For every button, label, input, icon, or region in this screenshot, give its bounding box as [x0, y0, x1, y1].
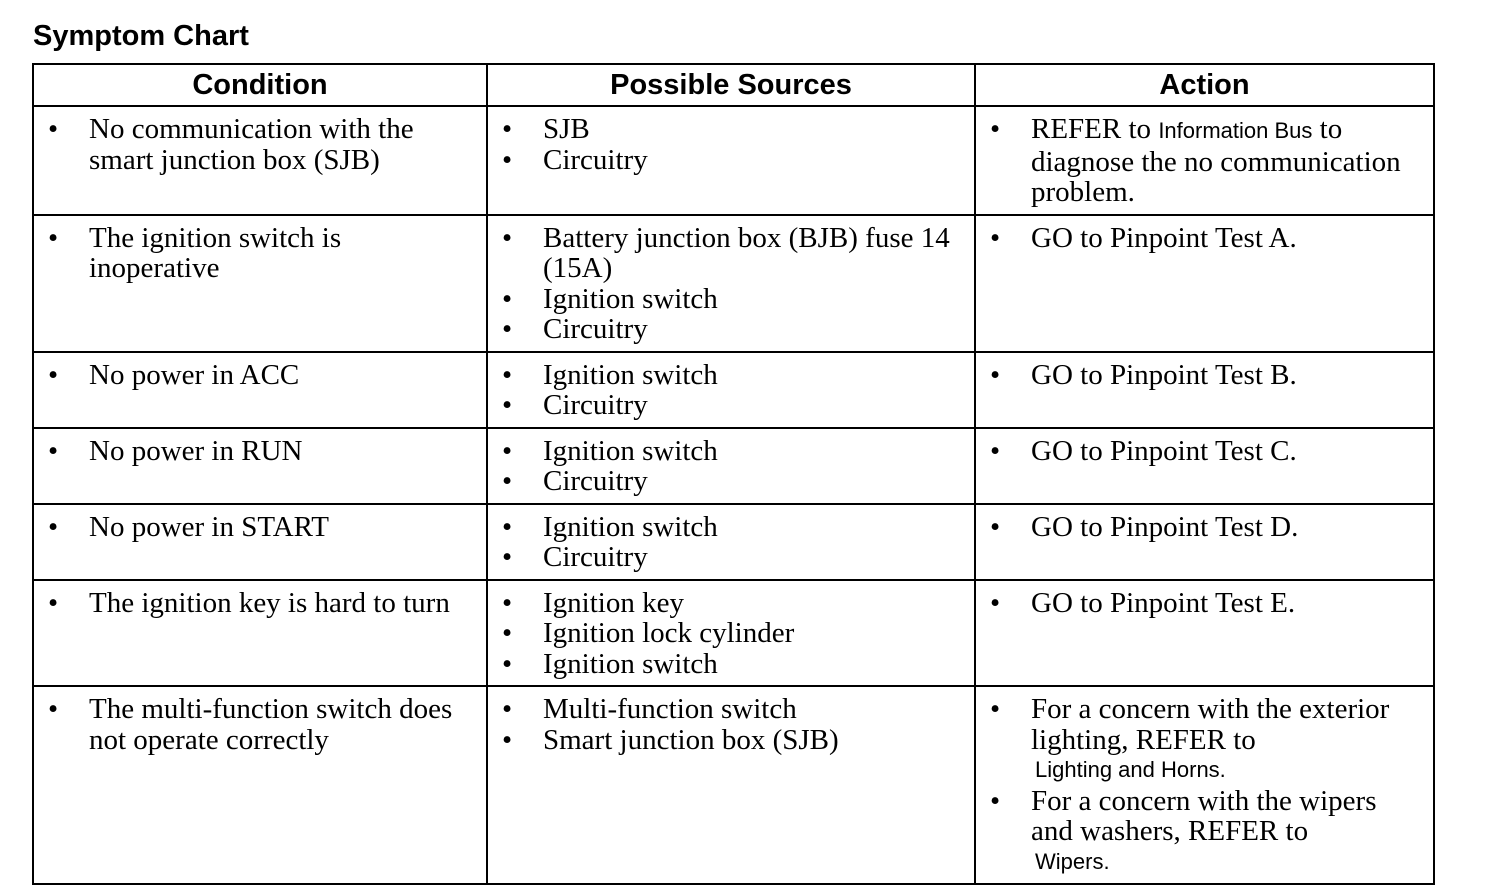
action-item [976, 436, 1433, 467]
table-row [33, 215, 1434, 352]
source-item: • Ignition key [488, 588, 974, 619]
action-cell [975, 686, 1434, 884]
table-row [33, 686, 1434, 884]
table-row [33, 428, 1434, 504]
reference-link[interactable]: Lighting and Horns. [1035, 757, 1226, 782]
table-row [33, 580, 1434, 687]
possible-sources-cell [487, 686, 975, 884]
action-item [976, 114, 1433, 208]
action-text: GO to Pinpoint Test A. [1031, 221, 1297, 254]
possible-sources-cell [487, 352, 975, 428]
action-text: For a concern with the wipers and washers, REFER to [1031, 784, 1377, 847]
header-condition: Condition [33, 64, 487, 106]
source-item: • Circuitry [488, 145, 974, 176]
symptom-chart-table [32, 63, 1435, 885]
action-text: GO to Pinpoint Test E. [1031, 586, 1296, 619]
source-item: • Ignition switch [488, 436, 974, 467]
action-item [976, 223, 1433, 254]
action-cell [975, 504, 1434, 580]
table-row [33, 504, 1434, 580]
source-item: • Circuitry [488, 466, 974, 497]
condition-item: • The ignition switch is inoperative [34, 223, 486, 284]
condition-cell [33, 580, 487, 687]
condition-item: • No power in ACC [34, 360, 486, 391]
possible-sources-cell [487, 580, 975, 687]
action-cell [975, 215, 1434, 352]
source-item: • Ignition switch [488, 512, 974, 543]
condition-item: • No power in START [34, 512, 486, 543]
possible-sources-cell [487, 504, 975, 580]
source-item: • Ignition switch [488, 360, 974, 391]
source-item: • Multi-function switch [488, 694, 974, 725]
possible-sources-cell [487, 215, 975, 352]
action-cell [975, 580, 1434, 687]
condition-cell [33, 352, 487, 428]
condition-item: • The multi-function switch does not operate correctly [34, 694, 486, 755]
action-item [976, 360, 1433, 391]
source-item: • SJB [488, 114, 974, 145]
source-item: • Circuitry [488, 314, 974, 345]
table-header-row [33, 64, 1434, 106]
action-cell [975, 428, 1434, 504]
source-item: • Circuitry [488, 390, 974, 421]
table-row [33, 106, 1434, 215]
source-item: • Ignition switch [488, 284, 974, 315]
possible-sources-cell [487, 428, 975, 504]
condition-cell [33, 504, 487, 580]
header-action: Action [975, 64, 1434, 106]
condition-item: • No power in RUN [34, 436, 486, 467]
source-item: • Ignition lock cylinder [488, 618, 974, 649]
action-item [976, 588, 1433, 619]
action-item [976, 512, 1433, 543]
table-row [33, 352, 1434, 428]
action-text: to diagnose the no communication problem. [1031, 113, 1401, 208]
action-item [976, 694, 1433, 786]
action-text: For a concern with the exterior lighting, REFER to [1031, 693, 1390, 756]
header-possible-sources: Possible Sources [487, 64, 975, 106]
condition-cell [33, 215, 487, 352]
source-item: • Battery junction box (BJB) fuse 14 (15A) [488, 223, 974, 284]
action-text: GO to Pinpoint Test B. [1031, 358, 1297, 391]
action-item [976, 786, 1433, 878]
action-cell [975, 352, 1434, 428]
condition-cell [33, 428, 487, 504]
page-title: Symptom Chart [33, 20, 249, 52]
source-item: • Smart junction box (SJB) [488, 725, 974, 756]
condition-item: • No communication with the smart junction box (SJB) [34, 114, 486, 175]
source-item: • Circuitry [488, 542, 974, 573]
possible-sources-cell [487, 106, 975, 215]
condition-cell [33, 686, 487, 884]
action-text: REFER to [1031, 113, 1159, 145]
action-cell [975, 106, 1434, 215]
condition-cell [33, 106, 487, 215]
condition-item: • The ignition key is hard to turn [34, 588, 486, 619]
reference-link[interactable]: Wipers. [1035, 848, 1110, 874]
reference-link[interactable]: Information Bus [1158, 118, 1313, 143]
action-text: GO to Pinpoint Test C. [1031, 434, 1297, 467]
source-item: • Ignition switch [488, 649, 974, 680]
action-text: GO to Pinpoint Test D. [1031, 510, 1299, 543]
